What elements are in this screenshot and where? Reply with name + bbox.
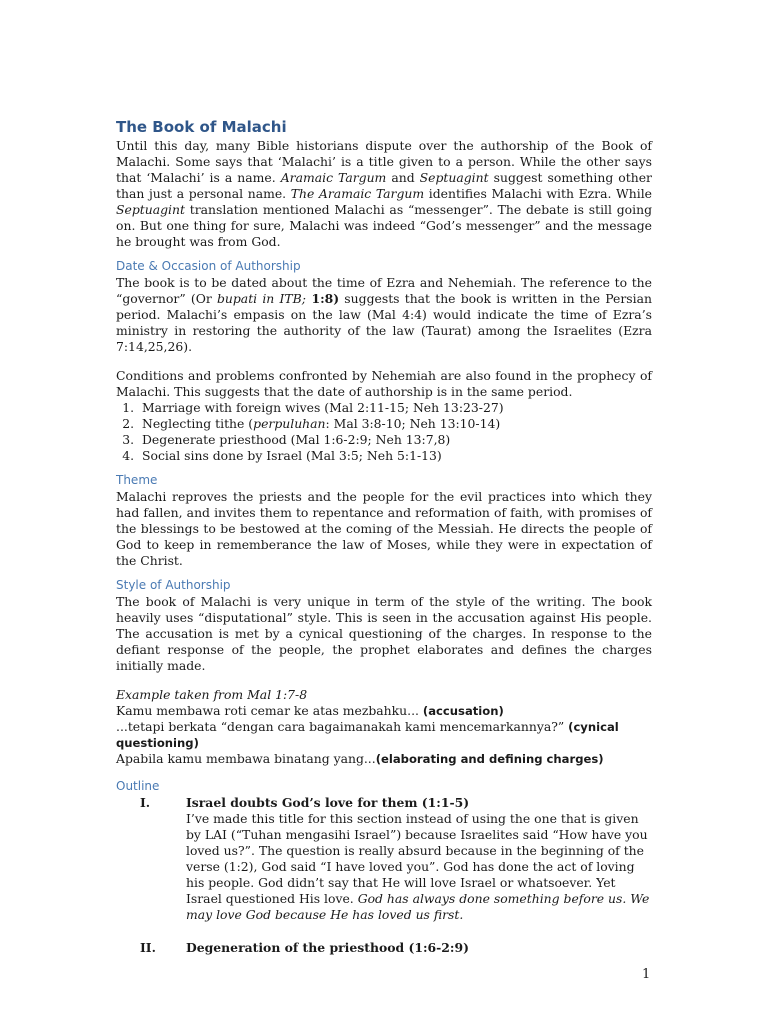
- style-paragraph: The book of Malachi is very unique in term of the style of the writing. The book heavily uses “disputational” style. This is seen in the accusation against His people. The accusation is met by a cynical questioning of the charges. In response to the defiant response of the people, the prophet elaborates and defines the charges initially made.: [116, 594, 652, 673]
- date-italic: bupati in ITB;: [216, 291, 306, 306]
- page-number: 1: [642, 967, 651, 982]
- outline-numeral: II.: [140, 940, 156, 955]
- outline-text: I’ve made this title for this section instead of using the one that is given by LAI (“Tuhan mengasihi Israel”) because Israelites said “How have you loved us?”. The question is really absurd because in the beginning of the verse (1:2), God said “I have loved you”. God has done the act of loving his people. God didn’t say that He will love Israel or whatsoever. Yet Israel questioned His love.: [186, 811, 648, 906]
- list-item-text: Social sins done by Israel (Mal 3:5; Neh 5:1-13): [142, 448, 442, 463]
- list-item: [138, 448, 652, 464]
- outline-item: [116, 795, 652, 923]
- example-label: Example taken from Mal 1:7-8: [116, 687, 308, 702]
- example-line: [116, 751, 652, 767]
- example-text: Apabila kamu membawa binatang yang...: [116, 751, 376, 766]
- theme-paragraph: Malachi reproves the priests and the people for the evil practices into which they had fallen, and invites them to repentance and reformation of faith, with promises of the blessings to be bestowed at the coming of the Messiah. He directs the people of God to keep in rememberance the law of Moses, while they were in expectation of the Christ.: [116, 489, 652, 568]
- example-annotation: (cynical questioning): [116, 720, 619, 750]
- document-title: The Book of Malachi: [116, 118, 287, 136]
- date-text: The book is to be dated about the time of Ezra and Nehemiah. The reference to the “governor” (Or: [116, 275, 652, 306]
- intro-text: suggest something other than just a personal name.: [116, 170, 652, 201]
- list-item-text: Degenerate priesthood (Mal 1:6-2:9; Neh 13:7,8): [142, 432, 451, 447]
- date-paragraph: [116, 275, 652, 355]
- intro-text: translation mentioned Malachi as “messenger”. The debate is still going on. But one thing for sure, Malachi was indeed “God’s messenger” and the message he brought was from God.: [116, 202, 652, 249]
- intro-italic: Septuagint: [116, 202, 185, 217]
- list-item: [138, 416, 652, 432]
- outline-body: [186, 940, 652, 956]
- outline-title: Israel doubts God’s love for them (1:1-5): [186, 795, 470, 810]
- section-heading-theme: Theme: [116, 473, 158, 487]
- date-text: suggests that the book is written in the Persian period. Malachi’s empasis on the law (Mal 4:4) would indicate the time of Ezra’s ministry in restoring the authority of the law (Taurat) among the Israelites (Ezra 7:14,25,26).: [116, 291, 652, 354]
- example-annotation: (accusation): [422, 704, 504, 718]
- outline-item: [116, 940, 652, 956]
- intro-italic: Septuagint: [419, 170, 489, 185]
- list-item-text: Neglecting tithe (: [142, 416, 254, 431]
- section-heading-date: Date & Occasion of Authorship: [116, 259, 301, 273]
- list-item: [138, 432, 652, 448]
- outline-body: [186, 795, 652, 923]
- conditions-paragraph: Conditions and problems confronted by Nehemiah are also found in the prophecy of Malachi. This suggests that the date of authorship is in the same period.: [116, 368, 652, 399]
- list-item-text: Marriage with foreign wives (Mal 2:11-15; Neh 13:23-27): [142, 400, 504, 415]
- intro-paragraph: [116, 138, 652, 250]
- outline-numeral: I.: [140, 795, 151, 810]
- list-item-italic: perpuluhan: [253, 416, 326, 431]
- date-bold: 1:8): [305, 291, 340, 306]
- outline-title: Degeneration of the priesthood (1:6-2:9): [186, 940, 469, 955]
- intro-text: and: [386, 170, 420, 185]
- section-heading-style: Style of Authorship: [116, 578, 231, 592]
- intro-text: identifies Malachi with Ezra. While: [424, 186, 653, 201]
- list-item-text: : Mal 3:8-10; Neh 13:10-14): [325, 416, 501, 431]
- intro-italic: The Aramaic Targum: [290, 186, 425, 201]
- intro-italic: Aramaic Targum: [280, 170, 387, 185]
- section-heading-outline: Outline: [116, 779, 160, 793]
- document-page: [116, 118, 652, 956]
- example-line: [116, 703, 652, 719]
- example-line: [116, 719, 652, 751]
- intro-text: Until this day, many Bible historians dispute over the authorship of the Book of Malachi. Some says that ‘Malachi’ is a title given to a person. While the other says that ‘Malachi’ is a name.: [116, 138, 652, 185]
- example-annotation: (elaborating and defining charges): [375, 752, 604, 766]
- outline-italic: God has always done something before us. We may love God because He has loved us first.: [186, 891, 650, 922]
- outline-description: [186, 811, 652, 923]
- conditions-list: [116, 400, 652, 464]
- list-item: [138, 400, 652, 416]
- example-text: Kamu membawa roti cemar ke atas mezbahku...: [116, 703, 423, 718]
- example-text: ...tetapi berkata “dengan cara bagaimanakah kami mencemarkannya?”: [116, 719, 569, 734]
